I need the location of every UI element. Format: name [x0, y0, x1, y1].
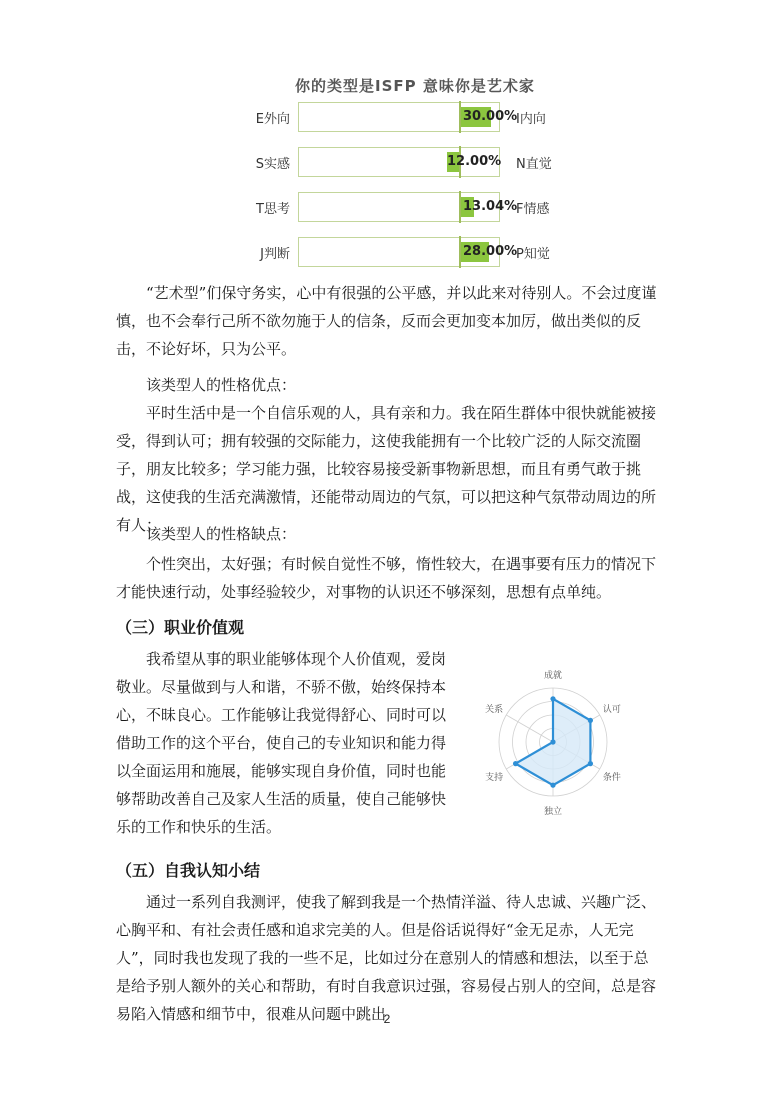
- mbti-bar-box: [298, 192, 518, 222]
- mbti-left-label: S实感: [255, 157, 290, 172]
- radar-axis-label: 条件: [602, 773, 621, 783]
- radar-axis-label: 独立: [543, 807, 563, 817]
- mbti-bar-center-line: [459, 101, 461, 133]
- paragraph-artist-type: “艺术型”们保守务实，心中有很强的公平感，并以此来对待别人。不会过度谨慎，也不会奉行己所不欲勿施于人的信条，反而会更加变本加厉，做出类似的反击，不论好坏，只为公平。: [116, 284, 657, 358]
- paragraph-self-summary: 通过一系列自我测评，使我了解到我是一个热情洋溢、待人忠诚、兴趣广泛、心胸平和、有社会责任感和追求完美的人。但是俗话说得好“金无足赤，人无完人”，同时我也发现了我的一些不足，比如过分在意别人的情感和想法，以至于总是给予别人额外的关心和帮助，有时自我意识过强，容易侵占别人的空间，总是容易陷入情感和细节中，很难从问题中跳出: [116, 893, 657, 1023]
- page-number: 2: [383, 1012, 391, 1026]
- mbti-left-label: T思考: [256, 202, 290, 217]
- mbti-row: [235, 102, 565, 132]
- mbti-value-label: 13.04%: [463, 199, 518, 214]
- mbti-bar-figure: [235, 77, 565, 266]
- paragraph-weaknesses-heading: 该类型人的性格缺点：: [146, 525, 297, 543]
- radar-data-point: [550, 739, 555, 744]
- paragraph-weaknesses: 个性突出，太好强；有时候自觉性不够，惰性较大，在遇事要有压力的情况下才能快速行动，处事经验较少，对事物的认识还不够深刻，思想有点单纯。: [116, 555, 657, 601]
- mbti-row: [235, 192, 565, 222]
- radar-axis-line: [506, 715, 553, 742]
- mbti-right-label: N直觉: [516, 157, 552, 172]
- radar-data-point: [550, 696, 555, 701]
- career-values-radar-chart: [468, 660, 638, 820]
- mbti-right-label: P知觉: [516, 247, 550, 262]
- figure-cut-title: 你的类型是ISFP 意味你是艺术家: [295, 77, 535, 95]
- radar-data-point: [513, 761, 518, 766]
- mbti-right-label: F情感: [516, 202, 550, 217]
- radar-data-point: [550, 783, 555, 788]
- radar-data-point: [588, 718, 593, 723]
- radar-axis-label: 关系: [485, 705, 504, 715]
- mbti-value-label: 28.00%: [463, 244, 518, 259]
- mbti-right-label: I内向: [516, 112, 546, 127]
- radar-axis-label: 成就: [543, 671, 563, 681]
- radar-axis-label: 认可: [602, 705, 621, 715]
- mbti-bar-box: [298, 147, 500, 177]
- paragraph-strengths: 平时生活中是一个自信乐观的人，具有亲和力。我在陌生群体中很快就能被接受，得到认可；拥有较强的交际能力，这使我能拥有一个比较广泛的人际交流圈子，朋友比较多；学习能力强，比较容易接受新事物新思想，而且有勇气敢于挑战，这使我的生活充满激情，还能带动周边的气氛，可以把这种气氛带动周边的所有人；: [116, 404, 657, 534]
- mbti-row: [235, 237, 565, 267]
- mbti-bar-box: [298, 102, 518, 132]
- radar-axis-label: 支持: [485, 773, 504, 783]
- mbti-row: [235, 147, 565, 177]
- mbti-bar-box: [298, 237, 518, 267]
- mbti-value-label: 30.00%: [463, 109, 518, 124]
- mbti-bar-center-line: [459, 191, 461, 223]
- section-heading-self-summary: （五）自我认知小结: [116, 861, 261, 880]
- mbti-left-label: J判断: [260, 247, 290, 262]
- section-heading-career-values: （三）职业价值观: [116, 618, 245, 637]
- mbti-value-label: 12.00%: [447, 154, 502, 169]
- mbti-bar-center-line: [459, 236, 461, 268]
- paragraph-career-values: 我希望从事的职业能够体现个人价值观，爱岗敬业。尽量做到与人和谐，不骄不傲，始终保持本心，不昧良心。工作能够让我觉得舒心、同时可以借助工作的这个平台，使自己的专业知识和能力得以全面运用和施展，能够实现自身价值，同时也能够帮助改善自己及家人生活的质量，使自己能够快乐的工作和快乐的生活。: [116, 650, 447, 836]
- paragraph-strengths-heading: 该类型人的性格优点：: [146, 376, 297, 394]
- radar-data-point: [588, 761, 593, 766]
- mbti-left-label: E外向: [255, 112, 290, 127]
